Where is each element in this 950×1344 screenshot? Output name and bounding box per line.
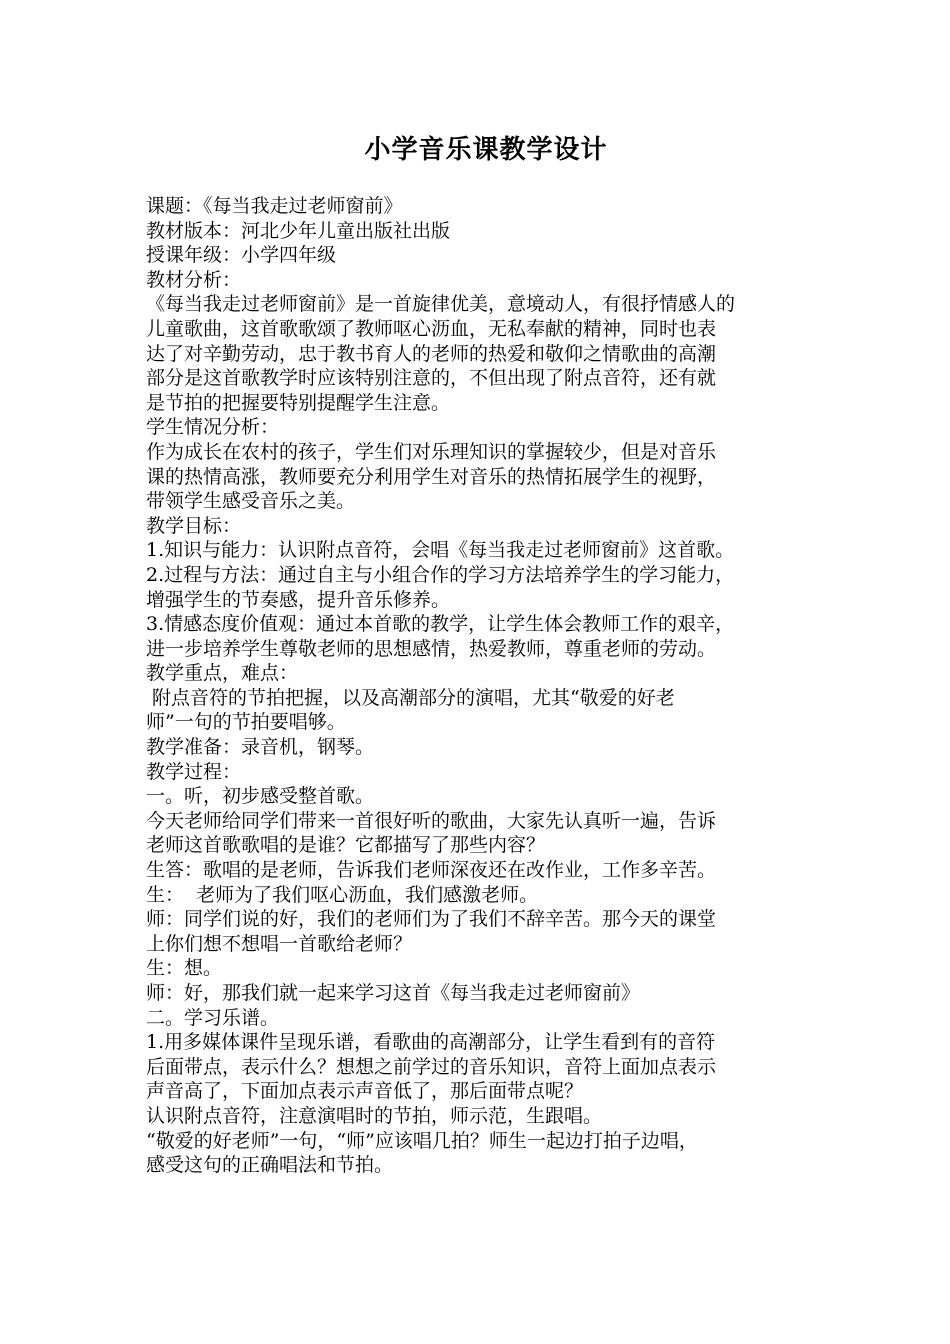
text-line: 师”一句的节拍要唱够。	[146, 711, 346, 734]
text-line: 1.用多媒体课件呈现乐谱，看歌曲的高潮部分，让学生看到有的音符	[146, 1031, 716, 1054]
text-line: 部分是这首歌教学时应该特别注意的，不但出现了附点音符，还有就	[146, 367, 717, 390]
text-line: 一。听，初步感受整首歌。	[146, 785, 375, 808]
text-line: 声音高了，下面加点表示声音低了，那后面带点呢？	[146, 1080, 584, 1103]
text-line: “敬爱的好老师”一句，“师”应该唱几拍？师生一起边打拍子边唱，	[146, 1129, 698, 1152]
text-line: 带领学生感受音乐之美。	[146, 490, 356, 513]
text-line: 二。学习乐谱。	[146, 1006, 280, 1029]
text-line: 师：好，那我们就一起来学习这首《每当我走过老师窗前》	[146, 982, 641, 1004]
section-heading: 学生情况分析：	[146, 416, 280, 439]
section-heading: 教学过程：	[146, 760, 242, 783]
text-line: 达了对辛勤劳动，忠于教书育人的老师的热爱和敬仰之情歌曲的高潮	[146, 342, 717, 365]
text-line: 感受这句的正确唱法和节拍。	[146, 1154, 394, 1177]
text-line: 师：同学们说的好，我们的老师们为了我们不辞辛苦。那今天的课堂	[146, 908, 717, 931]
text-line: 今天老师给同学们带来一首很好听的歌曲，大家先认真听一遍，告诉	[146, 809, 717, 832]
section-heading: 教材分析：	[146, 268, 242, 291]
text-line: 儿童歌曲，这首歌歌颂了教师呕心沥血，无私奉献的精神，同时也表	[146, 317, 717, 340]
document-title: 小学音乐课教学设计	[364, 135, 608, 165]
section-heading: 教学重点，难点：	[146, 662, 299, 685]
text-line: 2.过程与方法：通过自主与小组合作的学习方法培养学生的学习能力，	[146, 563, 735, 586]
text-line: 上你们想不想唱一首歌给老师？	[146, 932, 413, 955]
text-line: 授课年级：小学四年级	[146, 244, 337, 267]
section-heading: 教学目标：	[146, 514, 242, 537]
text-line: 老师这首歌歌唱的是谁？它都描写了那些内容？	[146, 834, 546, 857]
document-page	[146, 128, 826, 1178]
text-line: 课的热情高涨，教师要充分利用学生对音乐的热情拓展学生的视野，	[146, 465, 717, 488]
text-line: 1.知识与能力：认识附点音符，会唱《每当我走过老师窗前》这首歌。	[146, 539, 735, 562]
text-line: 进一步培养学生尊敬老师的思想感情，热爱教师，尊重老师的劳动。	[146, 637, 717, 660]
text-line: 教材版本：河北少年儿童出版社出版	[146, 219, 451, 242]
text-line: 课题：《每当我走过老师窗前》	[146, 195, 403, 217]
text-line: 生：想。	[146, 957, 223, 980]
text-line: 生： 老师为了我们呕心沥血，我们感激老师。	[146, 883, 539, 906]
text-line: 增强学生的节奏感，提升音乐修养。	[146, 588, 451, 611]
text-line: 附点音符的节拍把握，以及高潮部分的演唱，尤其“敬爱的好老	[146, 686, 675, 709]
text-line: 是节拍的把握要特别提醒学生注意。	[146, 391, 451, 414]
text-line: 生答：歌唱的是老师，告诉我们老师深夜还在改作业，工作多辛苦。	[146, 859, 717, 882]
text-line: 3.情感态度价值观：通过本首歌的教学，让学生体会教师工作的艰辛，	[146, 613, 735, 636]
text-line: 后面带点，表示什么？想想之前学过的音乐知识，音符上面加点表示	[146, 1055, 717, 1078]
text-line: 教学准备：录音机，钢琴。	[146, 736, 375, 759]
text-line: 《每当我走过老师窗前》是一首旋律优美，意境动人，有很抒情感人的	[146, 293, 736, 316]
document-body	[146, 194, 826, 1178]
text-line: 作为成长在农村的孩子，学生们对乐理知识的掌握较少，但是对音乐	[146, 440, 717, 463]
text-line: 认识附点音符，注意演唱时的节拍，师示范，生跟唱。	[146, 1104, 603, 1127]
